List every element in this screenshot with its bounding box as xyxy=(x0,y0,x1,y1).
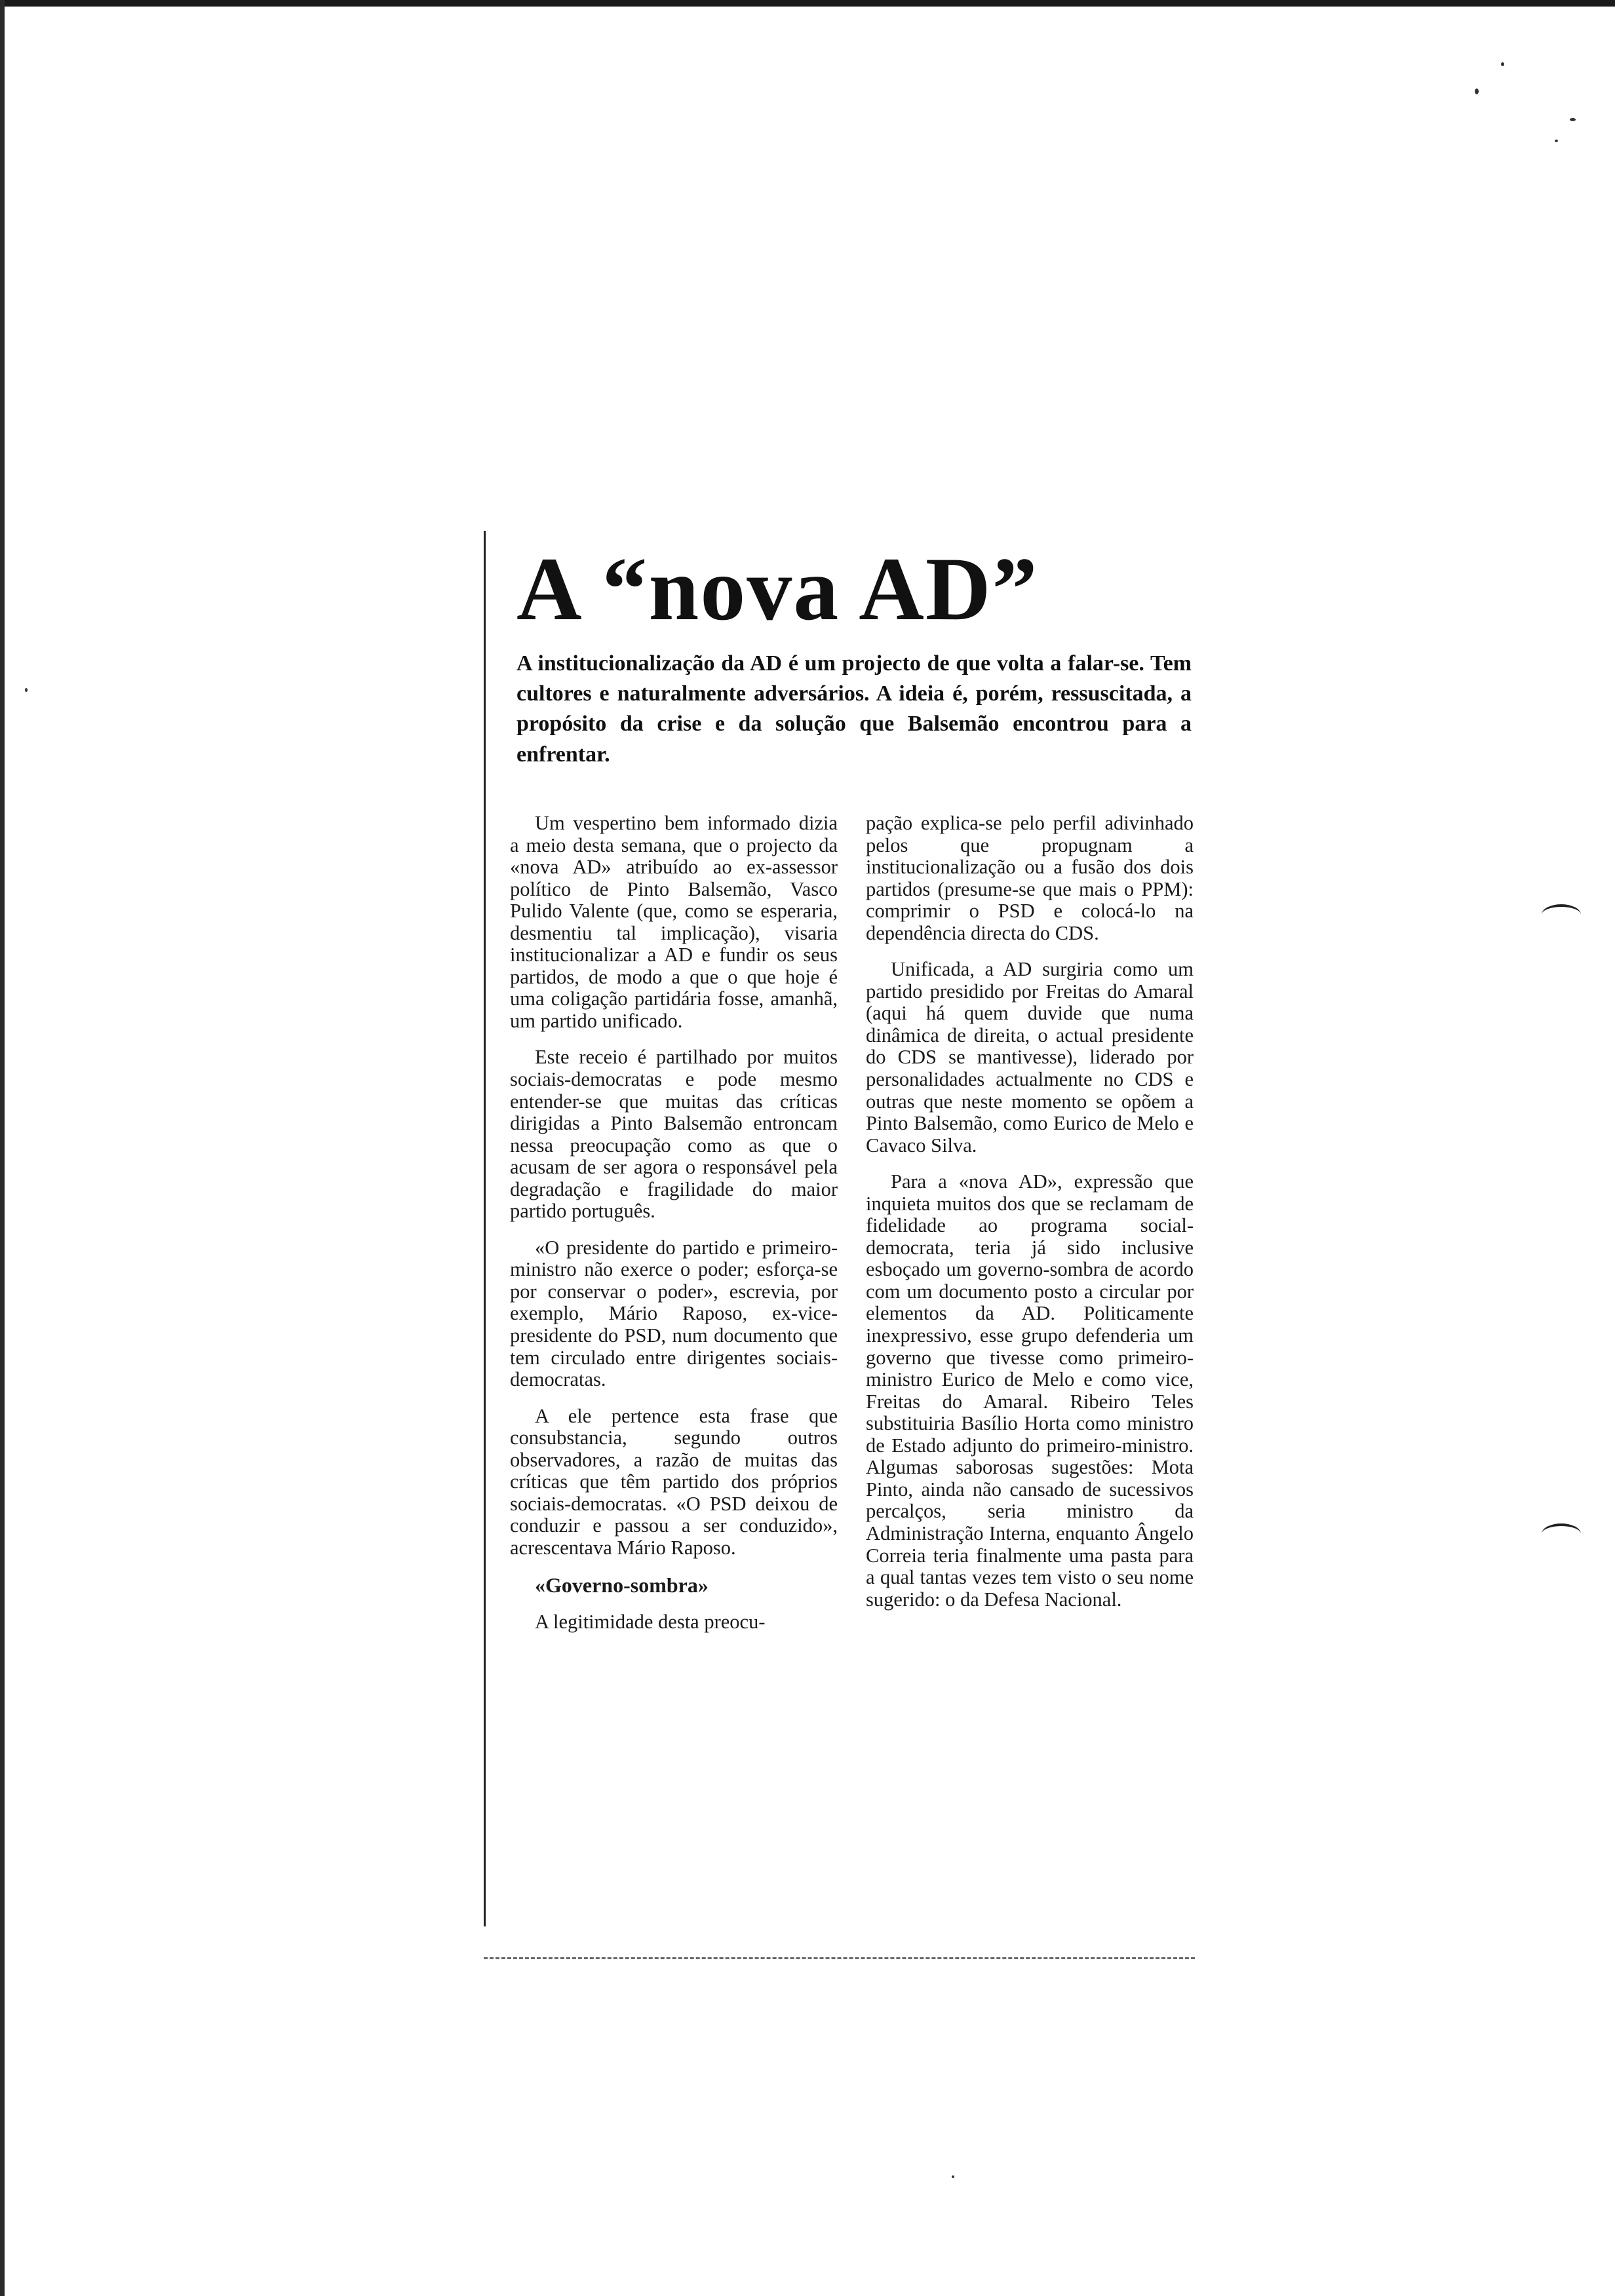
scan-speck xyxy=(25,688,28,692)
article-paragraph: «O presidente do partido e primeiro-ministro não exerce o poder; esforça-se por conservar o poder», escrevia, por exemplo, Mário Raposo, ex-vice-presidente do PSD, num documento que tem circulado entre dirigentes sociais-democratas. xyxy=(510,1236,838,1391)
article-paragraph: A ele pertence esta frase que consubstancia, segundo outros observadores, a razão de muitas das críticas que têm partido dos próprios sociais-democratas. «O PSD deixou de conduzir e passou a ser conduzido», acrescentava Mário Raposo. xyxy=(510,1404,838,1559)
article-paragraph: A legitimidade desta preocu- xyxy=(535,1610,766,1633)
scan-margin-mark xyxy=(1542,904,1581,925)
scan-margin-mark xyxy=(1542,1523,1581,1544)
scan-speck xyxy=(952,2175,954,2178)
scan-border-top xyxy=(0,0,1615,7)
article-paragraph: Um vespertino bem informado dizia a meio desta semana, que o projecto da «nova AD» atribuído ao ex-assessor político de Pinto Balsemão, Vasco Pulido Valente (que, como se esperaria, desmentiu tal implicação), visaria institucionalizar a AD e fundir os seus partidos, de modo a que o que hoje é uma coligação partidária fosse, amanhã, um partido unificado. xyxy=(510,812,838,1032)
article-column-left xyxy=(510,813,838,1647)
scan-border-left xyxy=(0,0,5,2296)
scan-speck xyxy=(1570,118,1576,121)
scan-speck xyxy=(1475,88,1479,94)
article-lead: A institucionalização da AD é um projecto de que volta a falar-se. Tem cultores e naturalmente adversários. A ideia é, porém, ressuscitada, a propósito da crise e da solução que Balsemão encontrou para a enfrentar. xyxy=(516,651,1192,767)
article-paragraph: Para a «nova AD», expressão que inquieta muitos dos que se reclamam de fidelidade ao programa social-democrata, teria já sido inclusive esboçado um governo-sombra de acordo com um documento posto a circular por elementos da AD. Politicamente inexpressivo, esse grupo defenderia um governo que tivesse como primeiro-ministro Eurico de Melo e como vice, Freitas do Amaral. Ribeiro Teles substituiria Basílio Horta como ministro de Estado adjunto do primeiro-ministro. Algumas saborosas sugestões: Mota Pinto, ainda não cansado de sucessivos percalços, seria ministro da Administração Interna, enquanto Ângelo Correia teria finalmente uma pasta para a qual tantas vezes tem visto o seu nome sugerido: o da Defesa Nacional. xyxy=(866,1170,1194,1611)
article-paragraph: Este receio é partilhado por muitos sociais-democratas e pode mesmo entender-se que muitas das críticas dirigidas a Pinto Balsemão entroncam nessa preocupação como as que o acusam de ser agora o responsável pela degradação e fragilidade do maior partido português. xyxy=(510,1046,838,1223)
clipping-cut-edge xyxy=(484,531,486,1926)
article-column-right xyxy=(866,813,1194,1625)
article-subheading: «Governo-sombra» xyxy=(535,1573,709,1597)
scan-speck xyxy=(1555,140,1558,142)
article-paragraph: Unificada, a AD surgiria como um partido presidido por Freitas do Amaral (aqui há quem duvide que numa dinâmica de direita, o actual presidente do CDS se mantivesse), liderado por personalidades actualmente no CDS e outras que neste momento se opõem a Pinto Balsemão, como Eurico de Melo e Cavaco Silva. xyxy=(866,958,1194,1157)
article-headline: A “nova AD” xyxy=(516,539,1039,639)
scan-speck xyxy=(1501,62,1504,66)
article-paragraph: pação explica-se pelo perfil adivinhado pelos que propugnam a institucionalização ou a fusão dos dois partidos (presume-se que mais o PPM): comprimir o PSD e colocá-lo na dependência directa do CDS. xyxy=(866,812,1194,944)
clipping-bottom-edge xyxy=(484,1957,1195,1959)
newspaper-clipping xyxy=(484,524,1198,1966)
